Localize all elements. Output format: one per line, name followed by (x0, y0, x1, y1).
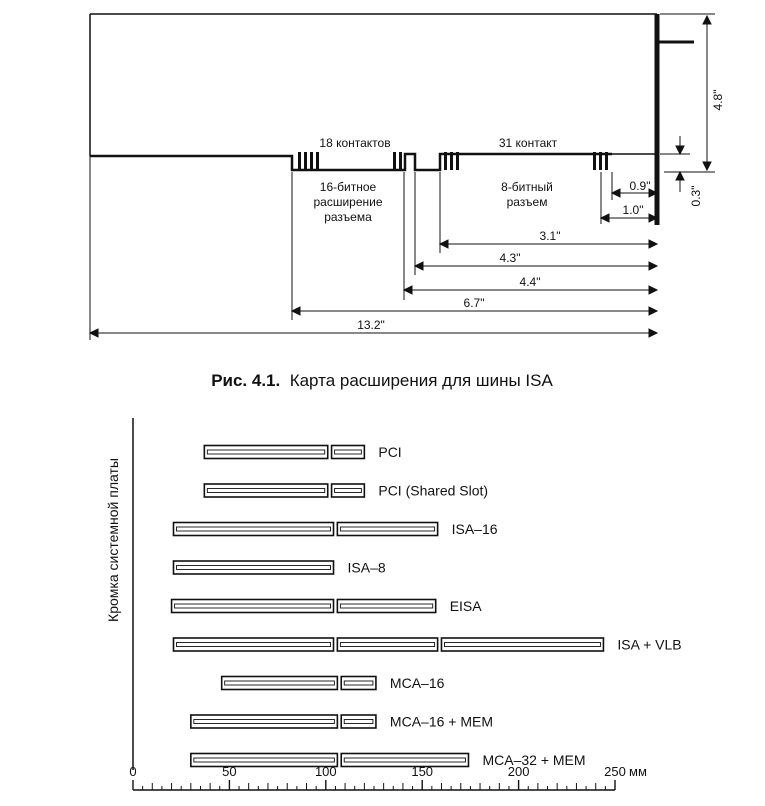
slot-segment (204, 446, 327, 459)
x-tick-label: 50 (222, 764, 237, 779)
slot-row (204, 483, 488, 499)
slot-segment (332, 446, 365, 459)
label-ext16-3: разъема (324, 210, 372, 224)
slot-label: PCI (378, 444, 402, 460)
slot-segment (173, 523, 333, 536)
slot-row (191, 714, 493, 730)
slot-segment (191, 715, 338, 728)
figure-caption (211, 371, 553, 390)
label-ext16-1: 16-битное (319, 180, 377, 194)
label-18-contacts: 18 контактов (319, 136, 391, 150)
x-unit-label: мм (629, 764, 647, 779)
slot-segment (173, 561, 333, 574)
dim-6-7: 6.7" (463, 296, 485, 310)
slot-row (173, 560, 385, 576)
slot-segment (337, 600, 435, 613)
slot-segment (222, 677, 338, 690)
dim-4-3: 4.3" (499, 251, 521, 265)
slot-segment (337, 523, 437, 536)
slot-segment (441, 638, 603, 651)
slot-label: PCI (Shared Slot) (378, 482, 489, 499)
slot-segment (341, 677, 376, 690)
slot-diagram (105, 418, 682, 790)
label-conn8-1: 8-битный (501, 180, 553, 194)
isa-card-drawing (90, 14, 694, 225)
dim-13-2: 13.2" (357, 318, 385, 332)
figure-number: Рис. 4.1. (211, 371, 281, 390)
slot-label: ISA–16 (451, 521, 498, 537)
slot-segment (341, 715, 376, 728)
slot-row (172, 598, 483, 614)
slot-segment (204, 484, 327, 497)
label-31-contacts: 31 контакт (498, 136, 558, 150)
dimension-lines (90, 14, 715, 340)
slot-label: MCA–16 (389, 675, 445, 691)
x-tick-label: 0 (129, 764, 137, 779)
slot-label: ISA + VLB (617, 636, 682, 653)
dim-0-9: 0.9" (629, 179, 651, 193)
x-tick-label: 100 (314, 764, 337, 779)
dim-3-1: 3.1" (539, 229, 561, 243)
slot-segment (337, 638, 437, 651)
slot-row (204, 444, 401, 460)
dim-4-8: 4.8" (711, 89, 725, 111)
y-axis-label: Кромка системной платы (105, 458, 121, 622)
figure-title: Карта расширения для шины ISA (289, 371, 553, 390)
slot-row (173, 521, 497, 537)
slot-label: MCA–16 + MEM (389, 713, 494, 730)
slot-segment (332, 484, 365, 497)
slot-segment (341, 754, 468, 767)
slot-row (173, 637, 681, 653)
x-tick-label: 200 (507, 764, 530, 779)
dim-1-0: 1.0" (622, 203, 644, 217)
slot-label: ISA–8 (347, 559, 386, 576)
slot-row (222, 675, 445, 691)
dim-4-4: 4.4" (519, 275, 541, 289)
slot-label: MCA–32 + MEM (482, 752, 586, 768)
slot-label: EISA (449, 598, 482, 614)
slot-segment (173, 638, 333, 651)
x-tick-label: 150 (411, 764, 434, 779)
x-tick-label: 250 (604, 764, 626, 779)
label-ext16-2: расширение (313, 195, 383, 209)
label-conn8-2: разъем (506, 195, 548, 209)
dim-0-3: 0.3" (689, 185, 703, 207)
slot-rows (172, 444, 682, 768)
slot-segment (172, 600, 334, 613)
